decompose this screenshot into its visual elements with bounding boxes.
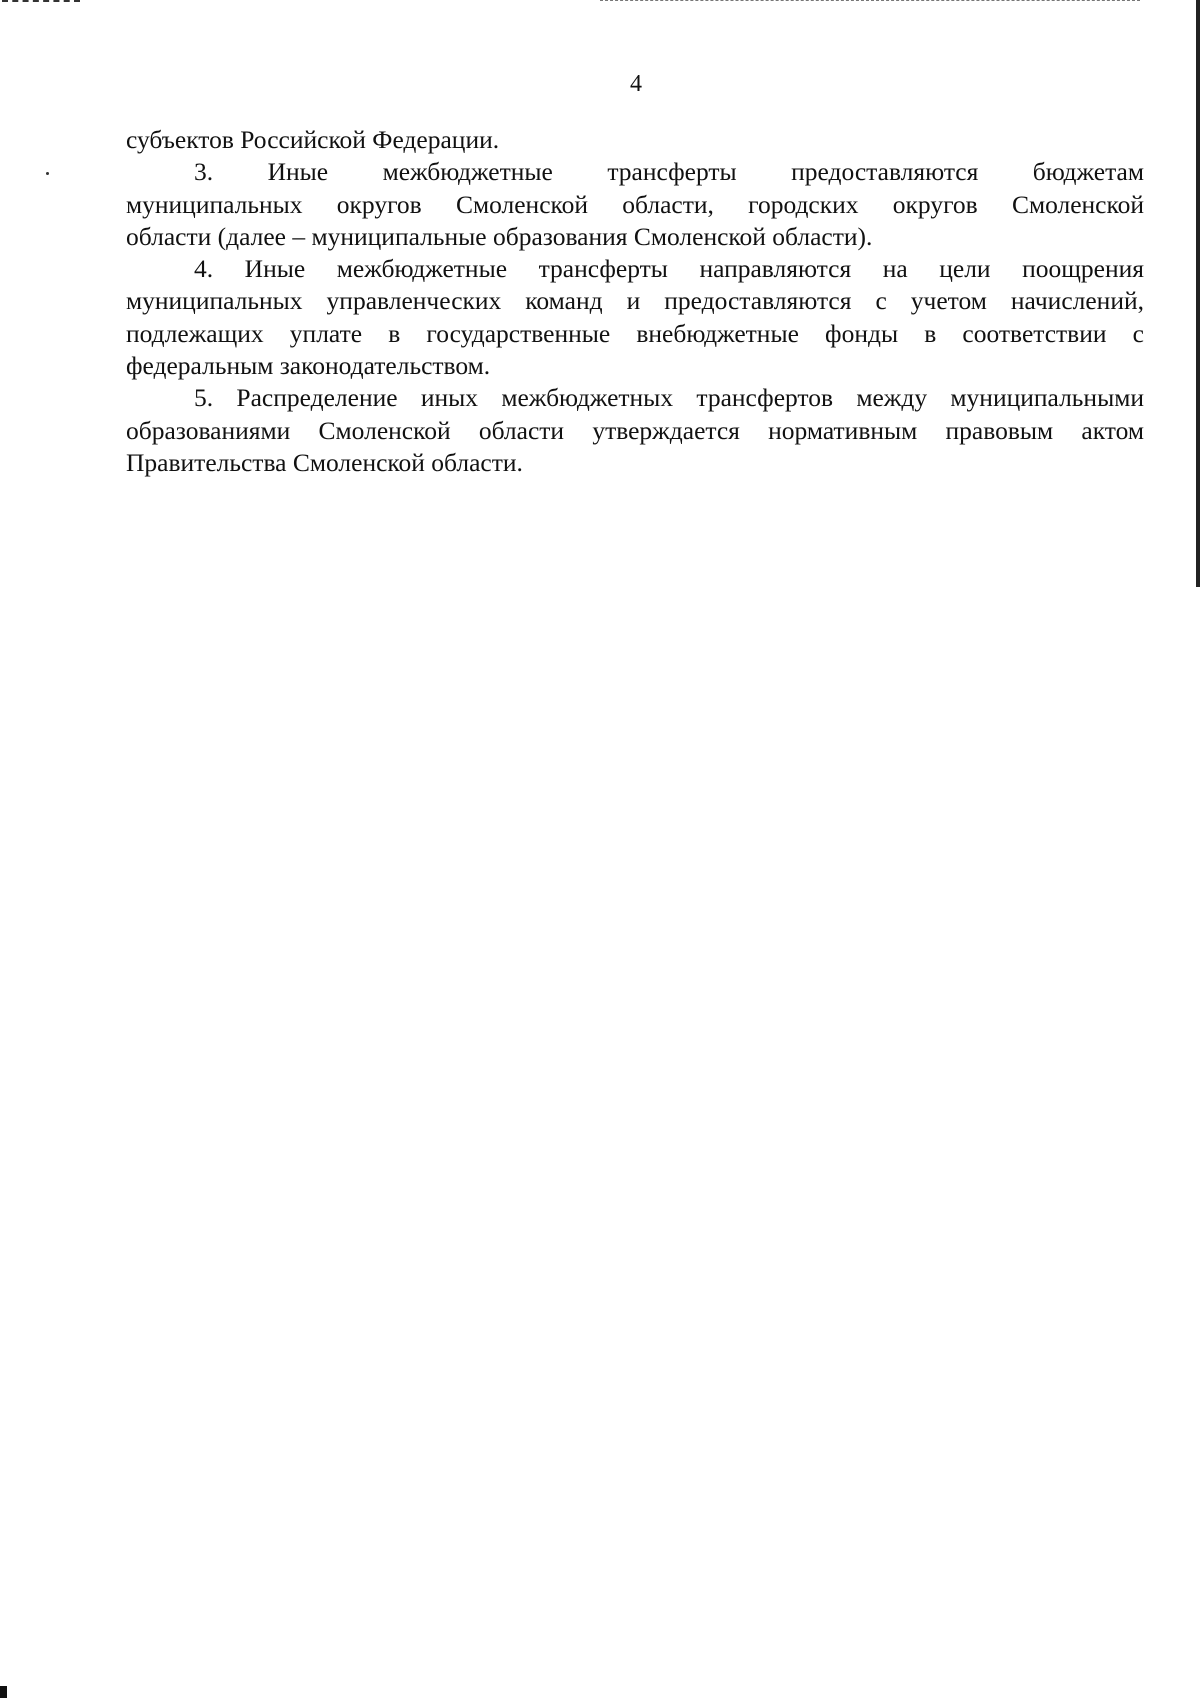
paragraph-4-line: федеральным законодательством. bbox=[126, 351, 491, 381]
paragraph-4-line: подлежащих уплате в государственные внебюджетные фонды в соответствии с bbox=[126, 318, 1144, 348]
document-body bbox=[126, 124, 1144, 479]
scan-artifact-top-left bbox=[2, 0, 80, 5]
page-number: 4 bbox=[630, 71, 642, 97]
scan-artifact-top-right bbox=[600, 0, 1140, 3]
scan-artifact-bottom-left bbox=[0, 1686, 7, 1698]
paragraph-5-line: Правительства Смоленской области. bbox=[126, 447, 523, 477]
paragraph-4-line: 4. Иные межбюджетные трансферты направляются на цели поощрения bbox=[194, 254, 1144, 284]
paragraph-5-line: образованиями Смоленской области утверждается нормативным правовым актом bbox=[126, 415, 1144, 445]
paragraph-3-line: 3. Иные межбюджетные трансферты предоставляются бюджетам bbox=[194, 157, 1144, 187]
paragraph-3-line: области (далее – муниципальные образования Смоленской области). bbox=[126, 221, 873, 251]
scan-artifact-dot bbox=[46, 172, 49, 175]
paragraph-5-line: 5. Распределение иных межбюджетных трансфертов между муниципальными bbox=[194, 383, 1144, 413]
paragraph-continuation-line: субъектов Российской Федерации. bbox=[126, 125, 500, 154]
paragraph-3-line: муниципальных округов Смоленской области, городских округов Смоленской bbox=[126, 189, 1144, 219]
paragraph-4-line: муниципальных управленческих команд и предоставляются с учетом начислений, bbox=[126, 286, 1144, 316]
